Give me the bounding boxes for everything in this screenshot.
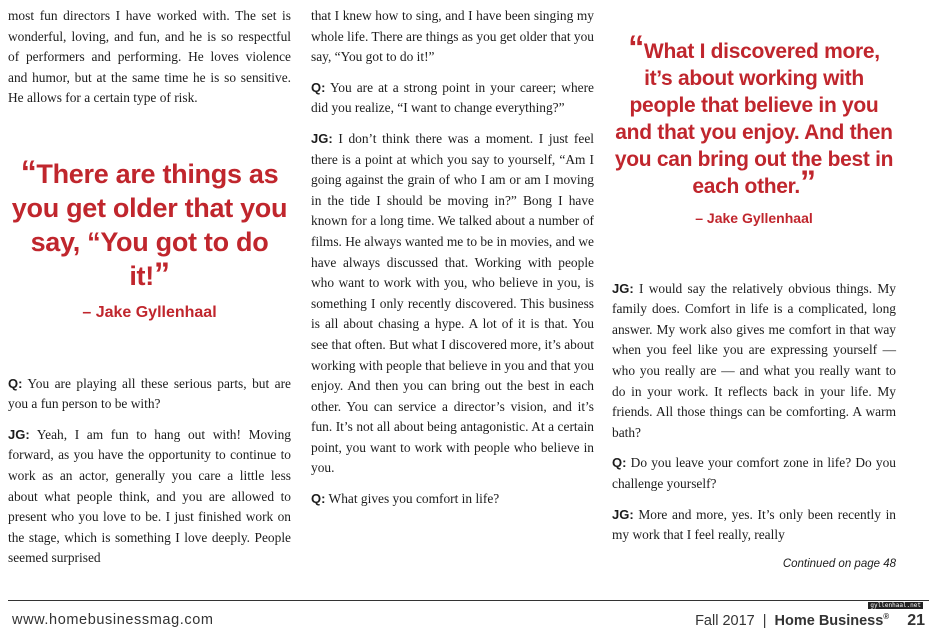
answer-paragraph <box>612 279 896 444</box>
footer-website[interactable]: www.homebusinessmag.com <box>12 612 214 628</box>
magazine-brand <box>775 612 890 629</box>
speaker-label: JG: <box>612 506 634 522</box>
pull-quote-text: What I discovered more, it’s about working with people that believe in you and that you enjoy. And then you can bring out the best in each other. <box>614 40 894 198</box>
body-paragraph: most fun directors I have worked with. The set is wonderful, loving, and fun, and he is so respectful of performers and performing. He loves violence and humor, but at the same time he is so sensitive. He allows for a certain type of risk. <box>8 8 291 106</box>
pull-quote-attribution: – Jake Gyllenhaal <box>695 210 813 226</box>
close-quote-mark: ” <box>153 255 170 292</box>
brand-name: Home Business <box>774 613 884 629</box>
question-text: You are playing all these serious parts, but are you a fun person to be with? <box>8 375 291 412</box>
watermark-tag: gyllenhaal.net <box>870 602 921 609</box>
speaker-label: Q: <box>612 455 627 471</box>
speaker-label: Q: <box>8 375 23 391</box>
answer-paragraph <box>612 505 896 546</box>
pull-quote <box>8 153 291 293</box>
close-quote-mark: ” <box>799 164 816 200</box>
answer-paragraph <box>8 425 291 569</box>
article-column-3 <box>612 6 896 574</box>
footer-separator: | <box>762 613 767 629</box>
open-quote-mark: “ <box>20 153 37 190</box>
speaker-label: Q: <box>311 491 326 507</box>
question-text: What gives you comfort in life? <box>325 491 500 507</box>
pull-quote <box>612 29 896 200</box>
answer-text: Yeah, I am fun to hang out with! Moving forward, as you have the opportunity to continue to work as an actor, generally you care a little less about what people think, and you are allowed to present who you love to be. I just finished work on the stage, which is something I love deeply. People seemed surprised <box>8 426 291 566</box>
pull-quote-attribution: – Jake Gyllenhaal <box>82 303 217 321</box>
speaker-label: JG: <box>8 426 30 442</box>
article-column-2 <box>311 6 594 520</box>
question-paragraph <box>311 78 594 119</box>
speaker-label: JG: <box>612 280 634 296</box>
article-column-1 <box>8 6 291 579</box>
question-paragraph <box>311 489 594 510</box>
issue-label: Fall 2017 <box>695 613 755 629</box>
body-paragraph: that I knew how to sing, and I have been singing my whole life. There are things as you get older that you say, “You got to do it!” <box>311 8 594 65</box>
question-paragraph <box>8 374 291 415</box>
answer-text: More and more, yes. It’s only been recently in my work that I feel really, really <box>612 506 896 543</box>
answer-text: I don’t think there was a moment. I just feel there is a point at which you say to yourself, “Am I going against the grain of who I am or am I moving in the tide I should be moving in?” Bong I have known for a long time. We talked about a number of films. He always wanted me to be in movies, and we have always discussed that. Working with people who want to work with you, who believe in you, is something I only recently discovered. This business is all about chasing a hype. A lot of it is that. You see that often. But what I discovered more, it’s about working with people that believe in you and that you enjoy. And then you can bring out the best in each other. You can service a director’s vision, and it’s fun. It’s not all about being antagonistic. At a certain point, you want to work with people who believe in you. <box>311 130 595 476</box>
page-number: 21 <box>907 612 925 629</box>
answer-paragraph <box>311 129 594 479</box>
pull-quote-text: There are things as you get older that you say, “You got to do it! <box>11 158 288 291</box>
continued-note: Continued on page 48 <box>782 557 896 570</box>
footer-divider <box>8 600 929 601</box>
open-quote-mark: “ <box>628 29 644 65</box>
question-text: Do you leave your comfort zone in life? Do you challenge yourself? <box>612 455 896 491</box>
footer-masthead <box>695 612 925 630</box>
speaker-label: JG: <box>311 130 333 146</box>
question-paragraph <box>612 453 896 494</box>
speaker-label: Q: <box>311 79 326 95</box>
question-text: You are at a strong point in your career; where did you realize, “I want to change everything?” <box>311 79 594 116</box>
answer-text: I would say the relatively obvious things. My family does. Comfort in life is a complicated, long answer. My work also gives me comfort in that way when you feel like you are expressing yourself — who you really are — and what you really want to do in your work. It reflects back in your life. My friends. All those things can be comforting. A warm bath? <box>612 280 896 440</box>
registered-mark: ® <box>883 612 890 622</box>
